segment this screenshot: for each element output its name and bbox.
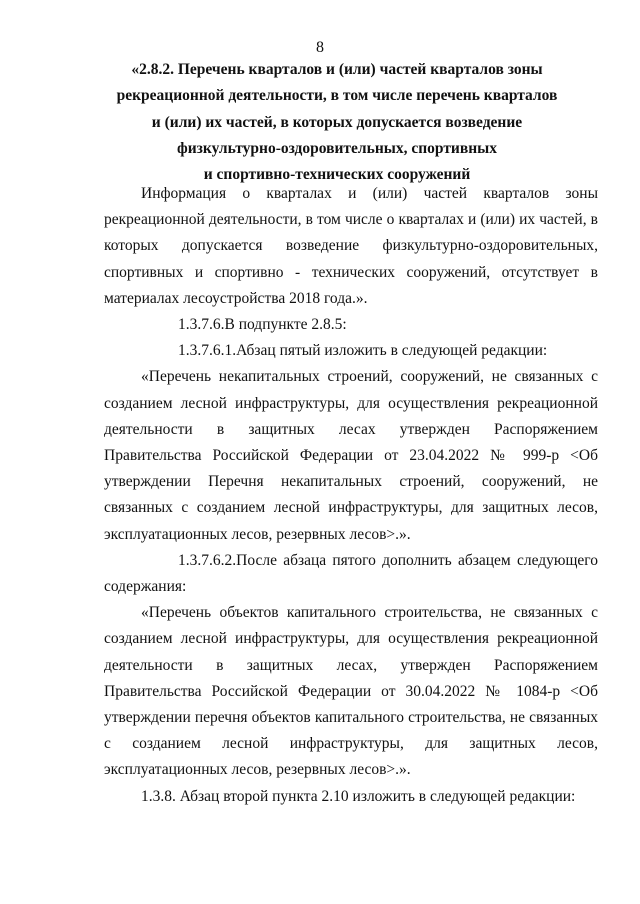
heading-line: физкультурно-оздоровительных, спортивных (176, 139, 498, 157)
clause-text: В подпункте 2.8.5: (224, 316, 347, 334)
clause-text: Абзац пятый изложить в следующей редакции: (236, 342, 548, 360)
document-body (104, 181, 598, 810)
heading-line: и (или) их частей, в которых допускается возведение (151, 113, 523, 131)
heading-line: рекреационной деятельности, в том числе перечень кварталов (116, 87, 558, 105)
page-number: 8 (316, 39, 324, 56)
paragraph-capital-construction: «Перечень объектов капитального строительства, не связанных с созданием лесной инфраструктуры, для осуществления рекреационной деятельности в защитных лесах, утвержден Распоряжением Правительства Российской Федерации от 30.04.2022 № 1084-р <Об утверждении перечня объектов капитального строительства, не связанных с созданием лесной инфраструктуры, для защитных лесов, эксплуатационных лесов, резервных лесов>.». (104, 604, 598, 779)
clause-number: 1.3.7.6. (178, 316, 225, 334)
paragraph-noncapital-structures: «Перечень некапитальных строений, сооружений, не связанных с созданием лесной инфраструктуры, для осуществления рекреационной деятельности в защитных лесах утвержден Распоряжением Правительства Российской Федерации от 23.04.2022 № 999-р <Об утверждении Перечня некапитальных строений, сооружений, не связанных с созданием лесной инфраструктуры, для защитных лесов, эксплуатационных лесов, резервных лесов>.». (104, 368, 598, 543)
heading-line: «2.8.2. Перечень кварталов и (или) частей кварталов зоны (131, 61, 543, 78)
clause-number: 1.3.7.6.2. (178, 551, 237, 569)
heading-line: и спортивно-технических сооружений (203, 166, 471, 184)
clause-number: 1.3.7.6.1. (178, 342, 237, 360)
paragraph-1-3-7-6-2 (104, 548, 598, 600)
paragraph-1-3-8: 1.3.8. Абзац второй пункта 2.10 изложить в следующей редакции: (141, 787, 576, 805)
clause-text: После абзаца пятого дополнить абзацем следующего содержания: (104, 551, 598, 596)
paragraph-info-absent: Информация о кварталах и (или) частей кварталов зоны рекреационной деятельности, в том числе о кварталах и (или) их частей, в которых допускается возведение физкультурно-оздоровительных, спортивных и спортивно - технических сооружений, отсутствует в материалах лесоустройства 2018 года.». (104, 185, 598, 307)
paragraph-1-3-7-6 (104, 312, 598, 338)
paragraph-1-3-7-6-1 (104, 338, 598, 364)
section-heading (96, 57, 578, 188)
